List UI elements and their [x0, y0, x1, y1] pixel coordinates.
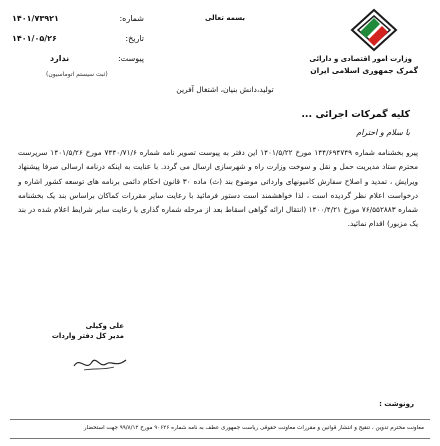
- recipient: کلیه گمرکات اجرائی ...: [301, 109, 410, 120]
- letter-body: پیرو بخشنامه شماره ۱۴۴/۶۹۴۷۴۹ مورخ ۱۴۰۱/۵/۲۲ این دفتر به پیوست تصویر نامه شماره ۷۴۴۰/۷۱/۶ مورخ ۱۴۰۱/۵/۲۶ سرپرست محترم ستاد مدیریت حمل و نقل و سوخت وزارت راه و شهرسازی ارسال می گردد. با عنایت به اینکه درنامه ارسالی صرفا پیشنهاد ویرایش ، تمدید و اصلاح سفارش کامیونهای وارداتی موضوع بند (ث) ماده ۳۰ قانون احکام دائمی برنامه های توسعه کشور اشاره و درخواست اعلام نظر گردیده است ، لذا خواهشمند است دستور فرمائید با رعایت سایر مقررات کماکان براساس بند یک بخشنامه شماره ۷۶/۵۵۲۸۸۳ مورخ ۱۴۰۰/۴/۲۱ (انتقال ارائه گواهی اسقاط بعد از مرحله شماره گذاری با رعایت سایر شرایط اعلام شده در بند یک مزبور) اقدام نمائید.: [18, 148, 419, 229]
- footer-divider: [10, 438, 430, 439]
- attachment-value: ندارد: [50, 54, 70, 63]
- cc-text: معاونت محترم تدوین ، تنقیح و انتشار قوانین و مقررات معاونت حقوقی ریاست جمهوری عطف به نامه شماره ۹۰۶۲۶ مورخ ۹۹/۸/۱۲ جهت استحضار: [83, 425, 424, 431]
- date-value: ۱۴۰۱/۰۵/۲۶: [12, 34, 57, 43]
- signer-title: مدیر کل دفتر واردات: [51, 332, 124, 340]
- attachment-row: [12, 54, 144, 67]
- greeting: با سلام و احترام: [356, 128, 410, 137]
- number-label: شماره:: [119, 14, 144, 23]
- attachment-label: پیوست:: [117, 54, 144, 63]
- cc-label: رونوشت :: [379, 400, 414, 408]
- cc-divider: [10, 419, 430, 420]
- signature-block: [34, 322, 124, 340]
- letter-number-row: [12, 14, 144, 27]
- slogan: تولید،دانش بنیان، اشتغال آفرین: [176, 85, 274, 94]
- date-label: تاریخ:: [125, 34, 144, 43]
- basmala: بسمه تعالی: [204, 14, 246, 22]
- org-ministry: وزارت امور اقتصادی و دارائی: [309, 55, 412, 63]
- signer-name: علی وکیلی: [85, 322, 124, 330]
- org-customs: گمرک جمهوری اسلامی ایران: [310, 66, 418, 75]
- handwritten-signature-icon: [70, 352, 130, 374]
- number-value: ۱۴۰۱/۷۳۹۲۱: [12, 14, 59, 23]
- automation-note: (ثبت سیستم اتوماسیون): [46, 71, 108, 78]
- letter-date-row: [12, 34, 144, 47]
- customs-logo-icon: [350, 8, 398, 52]
